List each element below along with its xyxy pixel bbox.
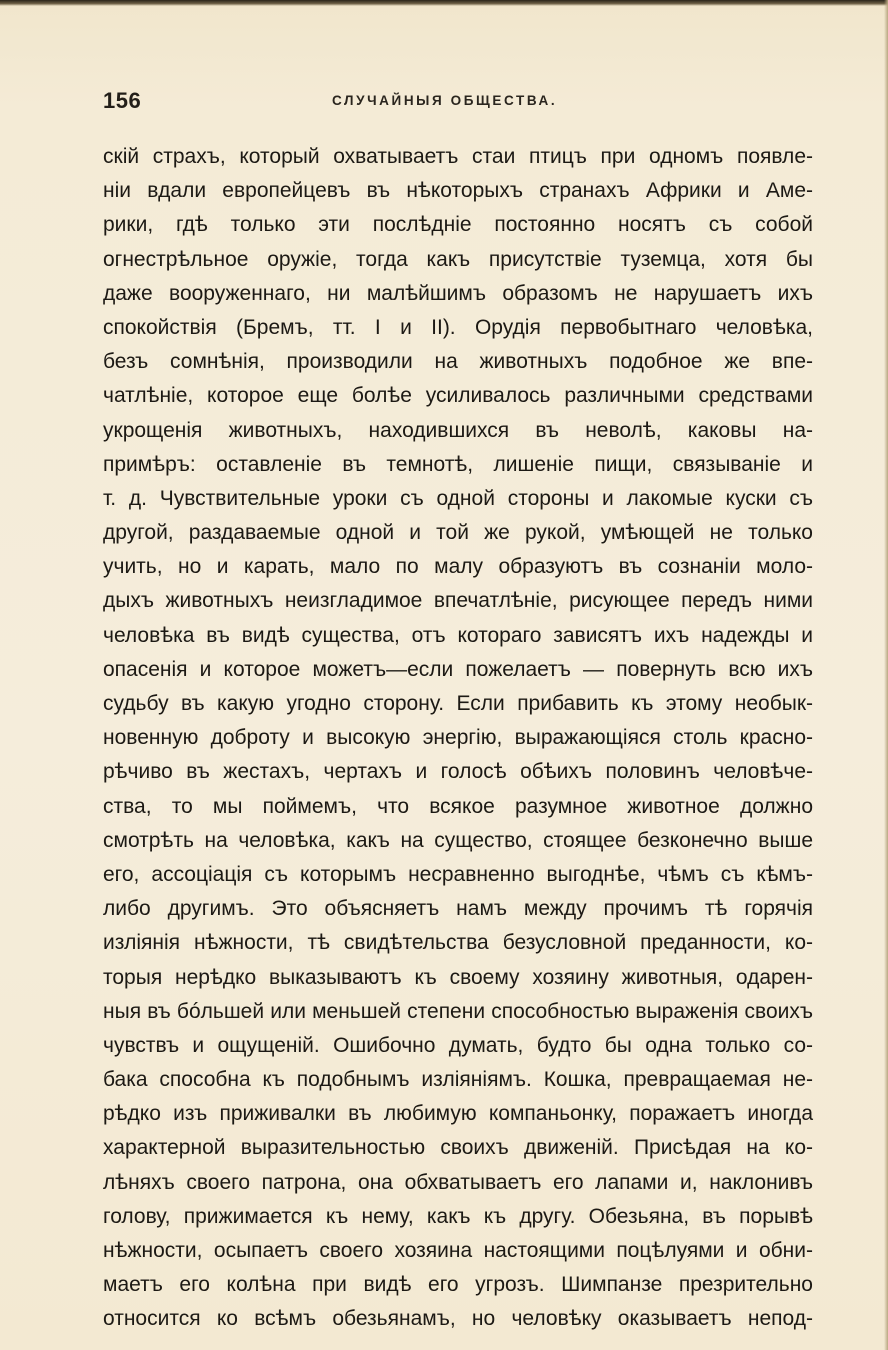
- text-line: относится ко всѣмъ обезьянамъ, но человѣку оказываетъ непод-: [103, 1307, 813, 1331]
- text-line: спокойствія (Бремъ, тт. I и II). Орудія первобытнаго человѣка,: [103, 315, 813, 339]
- text-line: либо другимъ. Это объясняетъ намъ между прочимъ тѣ горячія: [103, 897, 813, 921]
- text-line: дыхъ животныхъ неизгладимое впечатлѣніе, рисующее передъ ними: [103, 589, 813, 613]
- text-line: изліянія нѣжности, тѣ свидѣтельства безусловной преданности, ко-: [103, 931, 813, 955]
- text-line: другой, раздаваемые одной и той же рукой, умѣющей не только: [103, 521, 813, 545]
- text-line: человѣка въ видѣ существа, отъ котораго зависятъ ихъ надежды и: [103, 623, 813, 647]
- text-line: судьбу въ какую угодно сторону. Если прибавить къ этому необык-: [103, 692, 813, 715]
- text-line: ства, то мы поймемъ, что всякое разумное животное должно: [103, 794, 813, 818]
- text-line: ніи вдали европейцевъ въ нѣкоторыхъ странахъ Африки и Аме-: [103, 179, 813, 203]
- body-text: [103, 140, 813, 1337]
- text-line: примѣръ: оставленіе въ темнотѣ, лишеніе пищи, связываніе и: [103, 452, 813, 476]
- page-header: [103, 88, 813, 118]
- text-line: т. д. Чувствительные уроки съ одной стороны и лакомые куски съ: [103, 486, 813, 510]
- text-line: смотрѣть на человѣка, какъ на существо, стоящее безконечно выше: [103, 828, 813, 852]
- page-top-edge: [0, 0, 888, 6]
- text-line: рѣчиво въ жестахъ, чертахъ и голосѣ обѣихъ половинъ человѣче-: [103, 760, 813, 784]
- text-line: бака способна къ подобнымъ изліяніямъ. Кошка, превращаемая не-: [103, 1068, 813, 1092]
- text-line: скій страхъ, который охватываетъ стаи птицъ при одномъ появле-: [103, 145, 813, 168]
- text-line: чатлѣніе, которое еще болѣе усиливалось различными средствами: [103, 384, 813, 408]
- text-line: даже вооруженнаго, ни малѣйшимъ образомъ не нарушаетъ ихъ: [103, 281, 813, 305]
- text-line: лѣняхъ своего патрона, она обхватываетъ его лапами и, наклонивъ: [103, 1170, 813, 1194]
- text-line: новенную доброту и высокую энергію, выражающіяся столь красно-: [103, 726, 813, 750]
- text-line: его, ассоціація съ которымъ несравненно выгоднѣе, чѣмъ съ кѣмъ-: [103, 862, 813, 886]
- text-line: опасенія и которое можетъ—если пожелаетъ — повернуть всю ихъ: [103, 657, 813, 681]
- text-line: маетъ его колѣна при видѣ его угрозъ. Шимпанзе презрительно: [103, 1273, 813, 1297]
- text-line: огнестрѣльное оружіе, тогда какъ присутствіе туземца, хотя бы: [103, 247, 813, 271]
- text-line: укрощенія животныхъ, находившихся въ неволѣ, каковы на-: [103, 418, 813, 442]
- page-number: 156: [103, 88, 142, 113]
- text-line: рѣдко изъ приживалки въ любимую компаньонку, поражаетъ иногда: [103, 1102, 813, 1126]
- text-line: голову, прижимается къ нему, какъ къ другу. Обезьяна, въ порывѣ: [103, 1204, 813, 1228]
- text-line: характерной выразительностью своихъ движеній. Присѣдая на ко-: [103, 1136, 813, 1160]
- page-right-edge: [884, 0, 888, 1350]
- text-line: учить, но и карать, мало по малу образуютъ въ сознаніи моло-: [103, 555, 813, 579]
- text-line: чувствъ и ощущеній. Ошибочно думать, будто бы одна только со-: [103, 1033, 813, 1057]
- running-head: СЛУЧАЙНЫЯ ОБЩЕСТВА.: [332, 93, 558, 108]
- text-line: безъ сомнѣнія, производили на животныхъ подобное же впе-: [103, 350, 813, 374]
- text-line: ныя въ бóльшей или меньшей степени способностью выраженія своихъ: [103, 999, 813, 1023]
- text-line: нѣжности, осыпаетъ своего хозяина настоящими поцѣлуями и обни-: [103, 1239, 813, 1262]
- text-line: торыя нерѣдко выказываютъ къ своему хозяину животныя, одарен-: [103, 965, 813, 989]
- text-line: рики, гдѣ только эти послѣдніе постоянно носятъ съ собой: [103, 213, 813, 237]
